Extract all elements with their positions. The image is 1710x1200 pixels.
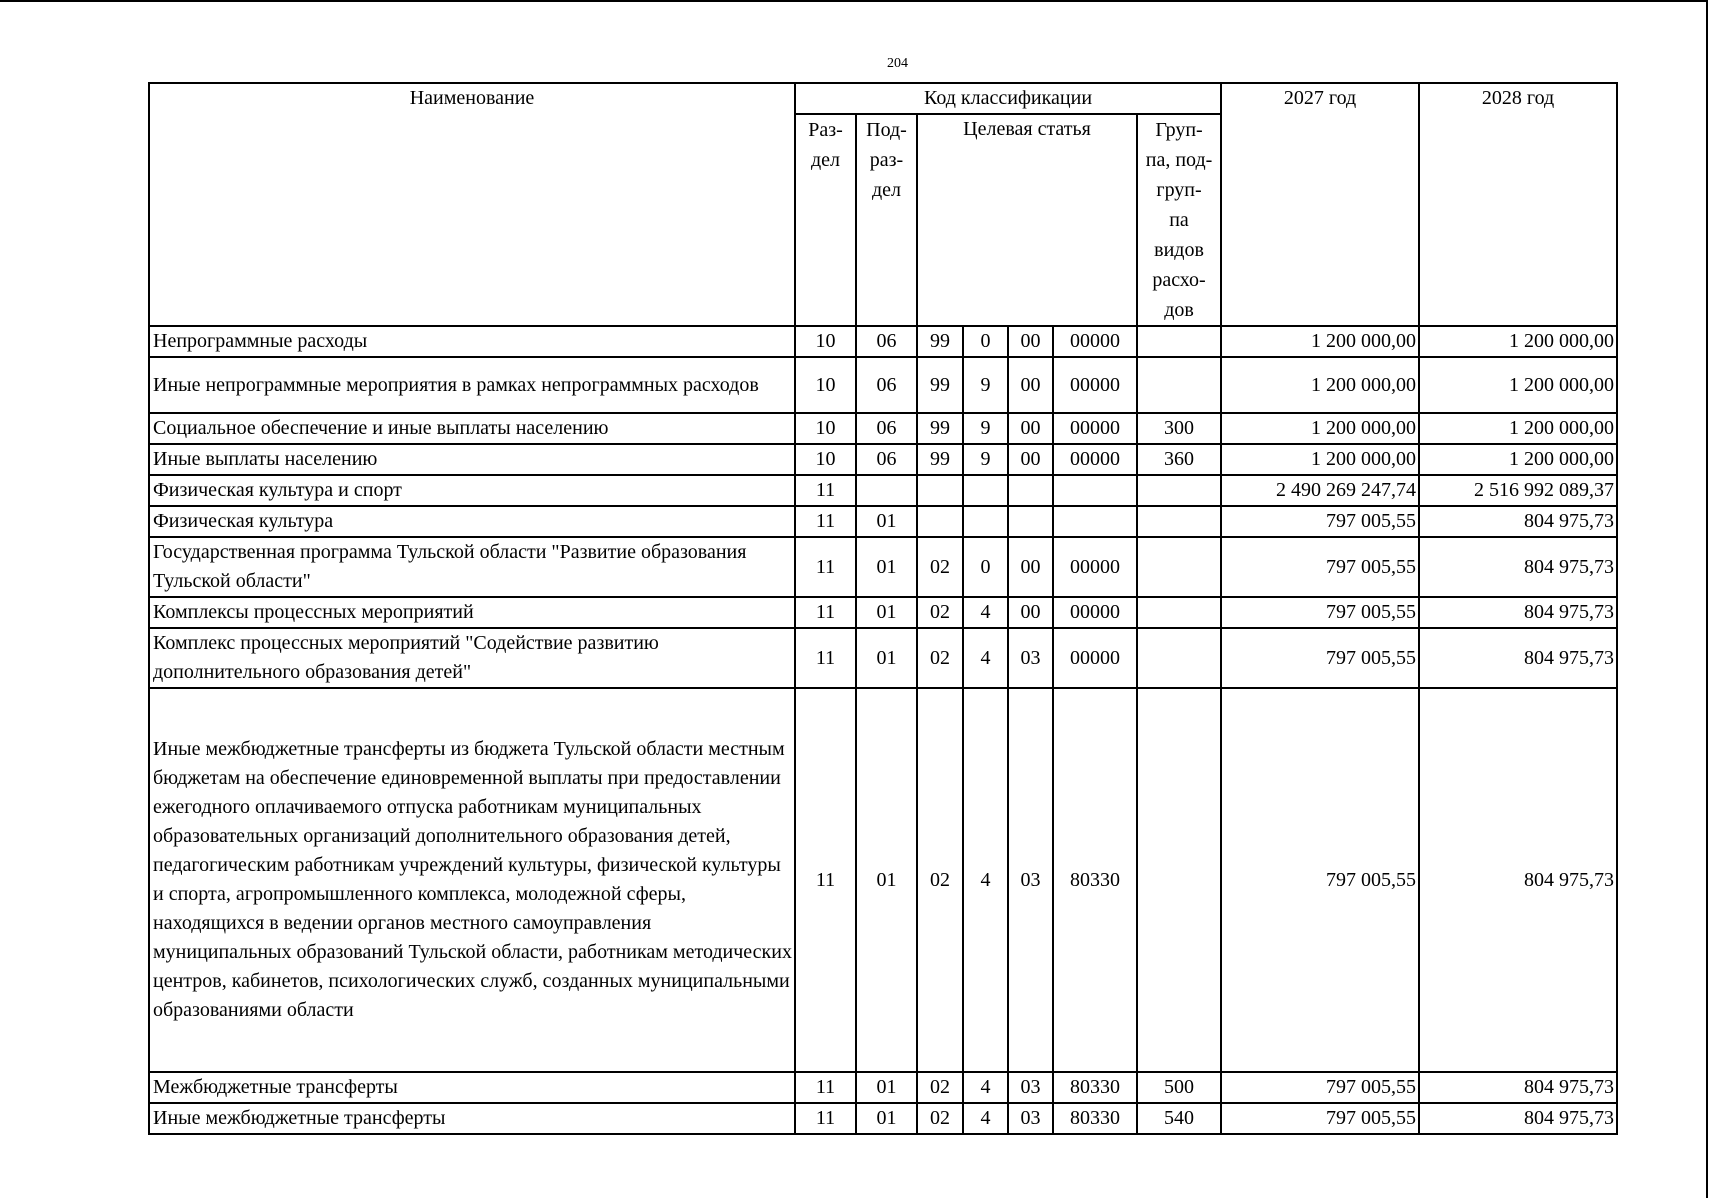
table-row [149,413,1617,444]
row-section: 11 [795,1072,856,1103]
row-expense-group [1137,357,1221,413]
row-subsection: 01 [856,688,917,1072]
row-name: Социальное обеспечение и иные выплаты населению [149,413,795,444]
row-section: 10 [795,413,856,444]
row-target-program: 02 [917,1072,963,1103]
row-target-program: 99 [917,326,963,357]
row-target-structure: 00 [1008,444,1053,475]
header-name: Наименование [149,83,795,326]
row-target-program: 02 [917,597,963,628]
row-section: 11 [795,597,856,628]
row-target-direction: 00000 [1053,628,1137,688]
row-amount-2027: 797 005,55 [1221,537,1419,597]
row-expense-group: 500 [1137,1072,1221,1103]
row-amount-2028: 2 516 992 089,37 [1419,475,1617,506]
row-expense-group [1137,688,1221,1072]
row-section: 11 [795,628,856,688]
row-target-type: 9 [963,413,1008,444]
row-amount-2027: 797 005,55 [1221,597,1419,628]
row-amount-2028: 804 975,73 [1419,628,1617,688]
row-target-structure: 00 [1008,326,1053,357]
row-section: 11 [795,537,856,597]
table-row [149,628,1617,688]
row-subsection: 01 [856,537,917,597]
page-number: 204 [887,56,908,71]
row-target-program: 02 [917,1103,963,1134]
row-section: 11 [795,1103,856,1134]
row-amount-2028: 804 975,73 [1419,1103,1617,1134]
header-classification: Код классификации [795,83,1221,114]
row-amount-2028: 804 975,73 [1419,1072,1617,1103]
table-row [149,537,1617,597]
table-row [149,597,1617,628]
row-amount-2028: 804 975,73 [1419,537,1617,597]
row-target-program: 02 [917,537,963,597]
row-name: Государственная программа Тульской области "Развитие образования Тульской области" [149,537,795,597]
table-header [149,83,1617,326]
row-name: Иные межбюджетные трансферты из бюджета Тульской области местным бюджетам на обеспечение единовременной выплаты при предоставлении ежегодного оплачиваемого отпуска работникам муниципальных образовательных организаций дополнительного образования детей, педагогическим работникам учреждений культуры, физической культуры и спорта, агропромышленного комплекса, молодежной сферы, находящихся в ведении органов местного самоуправления муниципальных образований Тульской области, работникам методических центров, кабинетов, психологических служб, созданных муниципальными образованиями области [149,688,795,1072]
row-target-type: 4 [963,688,1008,1072]
row-amount-2028: 804 975,73 [1419,506,1617,537]
row-amount-2027: 1 200 000,00 [1221,413,1419,444]
row-target-program: 99 [917,413,963,444]
row-target-direction [1053,506,1137,537]
row-subsection: 01 [856,628,917,688]
row-target-direction: 80330 [1053,1103,1137,1134]
row-expense-group [1137,537,1221,597]
row-name: Комплекс процессных мероприятий "Содействие развитию дополнительного образования детей" [149,628,795,688]
row-expense-group [1137,628,1221,688]
row-subsection: 06 [856,357,917,413]
row-name: Иные выплаты населению [149,444,795,475]
row-target-structure: 00 [1008,413,1053,444]
row-target-type: 9 [963,357,1008,413]
row-section: 10 [795,326,856,357]
row-target-program: 02 [917,628,963,688]
row-amount-2027: 797 005,55 [1221,1072,1419,1103]
table-body [149,326,1617,1134]
row-target-type: 4 [963,1103,1008,1134]
row-expense-group [1137,475,1221,506]
row-amount-2027: 797 005,55 [1221,688,1419,1072]
table-row [149,506,1617,537]
row-name: Иные межбюджетные трансферты [149,1103,795,1134]
row-amount-2028: 804 975,73 [1419,688,1617,1072]
row-target-type: 0 [963,326,1008,357]
row-section: 10 [795,444,856,475]
row-amount-2027: 1 200 000,00 [1221,326,1419,357]
row-target-direction: 00000 [1053,326,1137,357]
row-amount-2027: 1 200 000,00 [1221,444,1419,475]
header-target-article: Целевая статья [917,114,1137,326]
row-section: 11 [795,475,856,506]
row-subsection: 01 [856,1103,917,1134]
row-target-structure: 03 [1008,1072,1053,1103]
row-name: Межбюджетные трансферты [149,1072,795,1103]
row-target-direction: 00000 [1053,444,1137,475]
row-expense-group [1137,506,1221,537]
row-target-program: 99 [917,444,963,475]
row-target-direction: 00000 [1053,357,1137,413]
row-target-structure: 00 [1008,357,1053,413]
row-name: Физическая культура [149,506,795,537]
row-target-direction: 00000 [1053,537,1137,597]
row-subsection: 06 [856,413,917,444]
row-amount-2027: 2 490 269 247,74 [1221,475,1419,506]
row-expense-group [1137,597,1221,628]
row-target-structure: 03 [1008,1103,1053,1134]
row-target-direction: 00000 [1053,413,1137,444]
row-target-program [917,475,963,506]
row-target-type: 4 [963,597,1008,628]
row-amount-2028: 1 200 000,00 [1419,413,1617,444]
row-target-direction: 00000 [1053,597,1137,628]
header-year-2028: 2028 год [1419,83,1617,326]
row-target-structure: 03 [1008,688,1053,1072]
header-expense-group: Груп- па, под- груп- па видов расхо- дов [1137,114,1221,326]
row-target-program: 02 [917,688,963,1072]
row-subsection: 06 [856,444,917,475]
table-row [149,1103,1617,1134]
row-name: Непрограммные расходы [149,326,795,357]
row-section: 11 [795,506,856,537]
row-target-type: 4 [963,1072,1008,1103]
row-subsection: 01 [856,506,917,537]
row-section: 10 [795,357,856,413]
row-amount-2028: 1 200 000,00 [1419,444,1617,475]
table-row [149,1072,1617,1103]
header-subsection: Под- раз- дел [856,114,917,326]
row-target-structure: 00 [1008,537,1053,597]
row-section: 11 [795,688,856,1072]
table-row [149,475,1617,506]
row-name: Физическая культура и спорт [149,475,795,506]
row-target-program: 99 [917,357,963,413]
row-target-structure: 03 [1008,628,1053,688]
row-amount-2028: 804 975,73 [1419,597,1617,628]
row-amount-2027: 797 005,55 [1221,1103,1419,1134]
row-amount-2027: 1 200 000,00 [1221,357,1419,413]
row-target-type [963,506,1008,537]
table-row [149,357,1617,413]
row-target-direction: 80330 [1053,1072,1137,1103]
table-row [149,444,1617,475]
header-year-2027: 2027 год [1221,83,1419,326]
row-expense-group: 360 [1137,444,1221,475]
row-amount-2028: 1 200 000,00 [1419,357,1617,413]
row-name: Иные непрограммные мероприятия в рамках непрограммных расходов [149,357,795,413]
row-name: Комплексы процессных мероприятий [149,597,795,628]
row-expense-group: 300 [1137,413,1221,444]
row-target-type: 9 [963,444,1008,475]
row-subsection: 01 [856,597,917,628]
row-target-program [917,506,963,537]
budget-table [148,82,1618,1135]
row-target-type: 0 [963,537,1008,597]
row-target-structure [1008,506,1053,537]
row-target-structure [1008,475,1053,506]
row-subsection: 06 [856,326,917,357]
row-amount-2027: 797 005,55 [1221,628,1419,688]
row-amount-2028: 1 200 000,00 [1419,326,1617,357]
row-expense-group [1137,326,1221,357]
row-target-structure: 00 [1008,597,1053,628]
header-section: Раз- дел [795,114,856,326]
row-target-type [963,475,1008,506]
row-target-direction [1053,475,1137,506]
row-amount-2027: 797 005,55 [1221,506,1419,537]
row-subsection: 01 [856,1072,917,1103]
row-expense-group: 540 [1137,1103,1221,1134]
row-target-direction: 80330 [1053,688,1137,1072]
table-row [149,688,1617,1072]
row-subsection [856,475,917,506]
table-row [149,326,1617,357]
row-target-type: 4 [963,628,1008,688]
